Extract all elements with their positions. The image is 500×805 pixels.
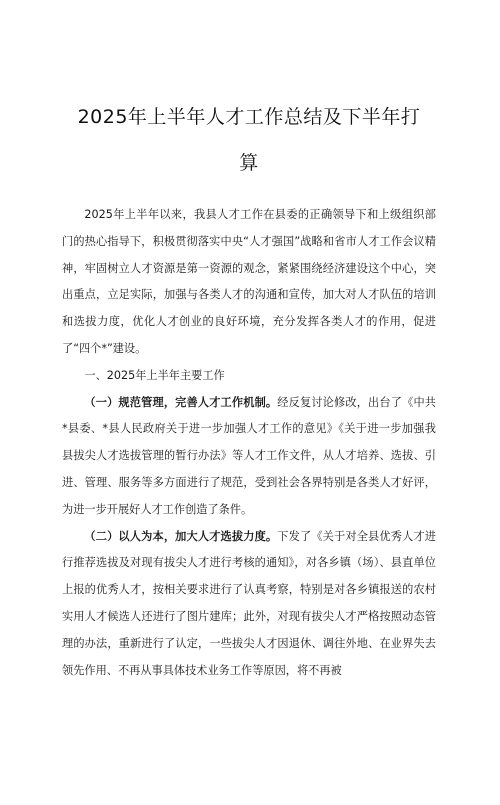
section-heading-1 bbox=[62, 363, 436, 390]
paragraph-text: 2025年上半年以来，我县人才工作在县委的正确领导下和上级组织部门的热心指导下，积极贯彻落实中央“人才强国”战略和省市人才工作会议精神，牢固树立人才资源是第一资源的观念，紧紧围绕经济建设这个中心，突出重点，立足实际，加强与各类人才的沟通和宣传，加大对人才队伍的培训和选拔力度，优化人才创业的良好环境，充分发挥各类人才的作用，促进了“四个*”建设。 bbox=[62, 208, 436, 355]
document-page bbox=[0, 98, 500, 805]
paragraph-lead: （一）规范管理，完善人才工作机制。 bbox=[84, 395, 278, 409]
title-line-1: 2025年上半年人才工作总结及下半年打 bbox=[77, 106, 421, 128]
paragraph-text: 经反复讨论修改，出台了《中共*县委、*县人民政府关于进一步加强人才工作的意见》《关于进一步加强我县拔尖人才选拔管理的暂行办法》等人才工作文件，从人才培养、选拔、引进、管理、服务等多方面进行了规范，受到社会各界特别是各类人才好评，为进一步开展好人才工作创造了条件。 bbox=[62, 395, 436, 516]
paragraph-item-1 bbox=[62, 390, 436, 524]
paragraph-intro bbox=[62, 202, 436, 363]
paragraph-item-2 bbox=[62, 524, 436, 685]
paragraph-text: 一、2025年上半年主要工作 bbox=[84, 368, 225, 382]
document-body bbox=[62, 202, 436, 684]
paragraph-text: 下发了《关于对全县优秀人才进行推荐选拔及对现有拔尖人才进行考核的通知》，对各乡镇（场）、县直单位上报的优秀人才，按相关要求进行了认真考察，特别是对各乡镇报送的农村实用人才候选人还进行了图片建库；此外，对现有拔尖人才严格按照动态管理的办法，重新进行了认定，一些拔尖人才因退休、调往外地、在业界失去领先作用、不再从事具体技术业务工作等原因，将不再被 bbox=[62, 529, 436, 677]
document-title bbox=[62, 98, 436, 182]
title-line-2: 算 bbox=[239, 152, 259, 174]
paragraph-lead: （二）以人为本，加大人才选拔力度。 bbox=[84, 529, 278, 543]
